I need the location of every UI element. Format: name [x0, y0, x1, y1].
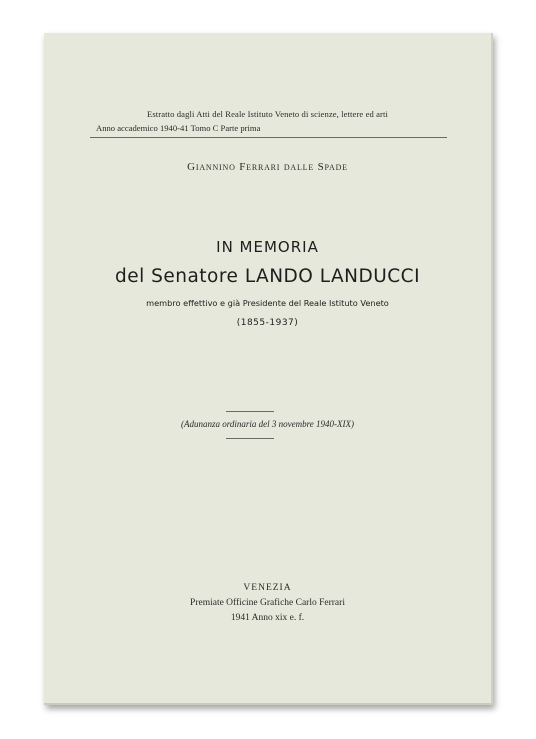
session-note: (Adunanza ordinaria del 3 novembre 1940-XIX) [180, 419, 355, 429]
session-rule-top [226, 411, 274, 412]
session-rule-bottom [226, 438, 274, 439]
title-line-2: del Senatore LANDO LANDUCCI [114, 266, 421, 287]
header-volume-line: Anno accademico 1940-41 Tomo C Parte prima [96, 123, 261, 133]
document-cover [44, 33, 493, 705]
header-divider [90, 137, 447, 138]
life-dates: (1855-1937) [236, 318, 299, 328]
subtitle: membro effettivo e già Presidente del Reale Istituto Veneto [146, 298, 389, 308]
author-name: Giannino Ferrari dalle Spade [187, 161, 348, 173]
header-extract-line: Estratto dagli Atti del Reale Istituto Veneto di scienze, lettere ed arti [146, 109, 388, 119]
imprint-printer: Premiate Officine Grafiche Carlo Ferrari [190, 598, 345, 608]
imprint-year: 1941 Anno xix e. f. [230, 613, 305, 623]
title-line-1: IN MEMORIA [216, 238, 319, 256]
imprint-city: VENEZIA [243, 583, 292, 593]
